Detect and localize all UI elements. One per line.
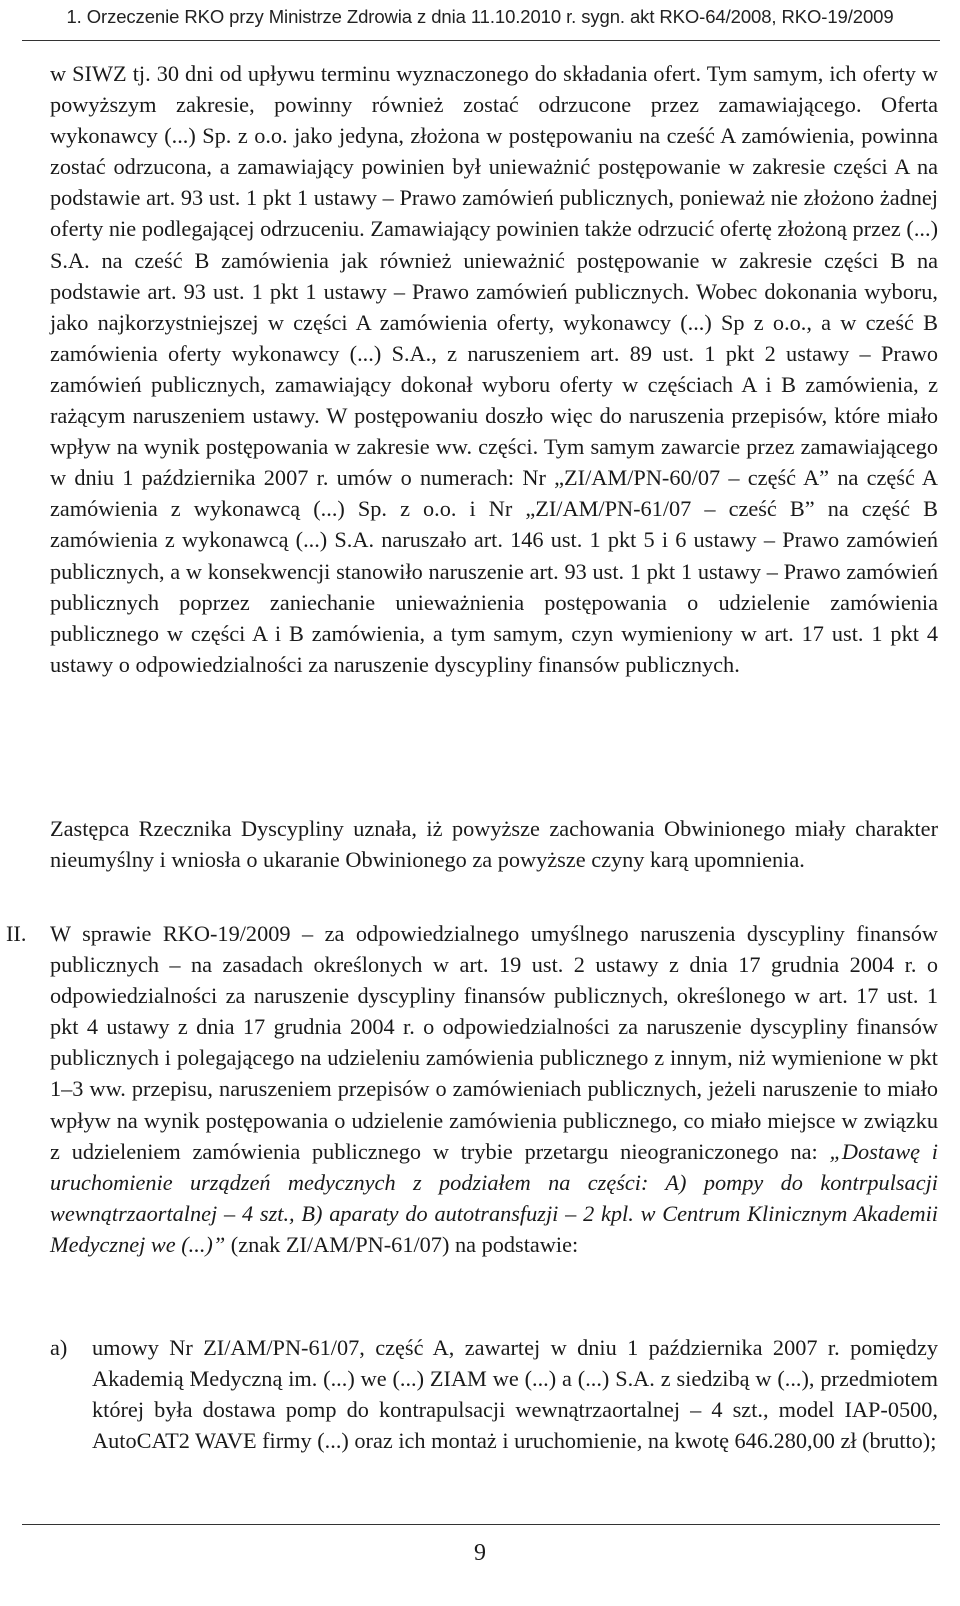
page-number: 9 — [474, 1540, 486, 1566]
paragraph-2: Zastępca Rzecznika Dyscypliny uznała, iż powyższe zachowania Obwinionego miały charakter nieumyślny i wniosła o ukaranie Obwinionego za powyższe czyny karą upomnienia. — [50, 816, 938, 873]
section-2-tender-title: „Dostawę i uruchomienie urządzeń medycznych z podziałem na części: A) pompy do kontrpulsacji wewnątrzaortalnej – 4 szt., B) aparaty do autotransfuzji – 2 kpl. w Centrum Klinicznym Akademii Medycznej we (...)” — [50, 1138, 938, 1257]
section-number: II. — [6, 921, 27, 946]
section-2-text-end: (znak ZI/AM/PN-61/07) na podstawie: — [225, 1231, 579, 1257]
footer-divider — [22, 1524, 940, 1525]
running-header: 1. Orzeczenie RKO przy Ministrze Zdrowia z dnia 11.10.2010 r. sygn. akt RKO-64/2008, RKO-19/2009 — [66, 6, 894, 27]
section-2-text: W sprawie RKO-19/2009 – za odpowiedzialnego umyślnego naruszenia dyscypliny finansów publicznych – na zasadach określonych w art. 19 ust. 2 ustawy z dnia 17 grudnia 2004 r. o odpowiedzialności za naruszenie dyscypliny finansów publicznych, określonego w art. 17 ust. 1 pkt 4 ustawy z dnia 17 grudnia 2004 r. o odpowiedzialności za naruszenie dyscypliny finansów publicznych i polegającego na udzieleniu zamówienia publicznego z innym, niż wymienione w pkt 1–3 ww. przepisu, naruszeniem przepisów o zamówieniach publicznych, jeżeli naruszenie to miało wpływ na wynik postępowania o udzielenie zamówienia publicznego, co miało miejsce w związku z udzieleniem zamówienia publicznego w trybie przetargu nieograniczonego na: — [50, 921, 938, 1164]
header-divider — [22, 40, 940, 41]
section-2-paragraph — [50, 918, 938, 1260]
list-item-label: a) — [50, 1335, 68, 1360]
paragraph-1: w SIWZ tj. 30 dni od upływu terminu wyznaczonego do składania ofert. Tym samym, ich oferty w powyższym zakresie, powinny również zostać odrzucone przez zamawiającego. Oferta wykonawcy (...) Sp. z o.o. jako jedyna, złożona w postępowaniu na cześć A zamówienia, powinna zostać odrzucona, a zamawiający powinien był unieważnić postępowanie w zakresie części A na podstawie art. 93 ust. 1 pkt 1 ustawy – Prawo zamówień publicznych, ponieważ nie złożono żadnej oferty nie podlegającej odrzuceniu. Zamawiający powinien także odrzucić ofertę złożoną przez (...) S.A. na cześć B zamówienia jak również unieważnić postępowanie w zakresie części B na podstawie art. 93 ust. 1 pkt 1 ustawy – Prawo zamówień publicznych. Wobec dokonania wyboru, jako najkorzystniejszej w części A zamówienia oferty, wykonawcy (...) Sp z o.o., a w cześć B zamówienia oferty wykonawcy (...) S.A., z naruszeniem art. 89 ust. 1 pkt 2 ustawy – Prawo zamówień publicznych, zamawiający dokonał wyboru oferty w częściach A i B zamówienia, z rażącym naruszeniem ustawy. W postępowaniu doszło więc do naruszenia przepisów, które miało wpływ na wynik postępowania w zakresie ww. części. Tym samym zawarcie przez zamawiającego w dniu 1 października 2007 r. umów o numerach: Nr „ZI/AM/PN-60/07 – część A” na część A zamówienia z wykonawcą (...) Sp. z o.o. i Nr „ZI/AM/PN-61/07 – cześć B” na część B zamówienia z wykonawcą (...) S.A. naruszało art. 146 ust. 1 pkt 5 i 6 ustawy – Prawo zamówień publicznych, a w konsekwencji stanowiło naruszenie art. 93 ust. 1 pkt 1 ustawy – Prawo zamówień publicznych poprzez zaniechanie unieważnienia postępowania o udzielenie zamówienia publicznego w części A i B zamówienia, a tym samym, czyn wymieniony w art. 17 ust. 1 pkt 4 ustawy o odpowiedzialności za naruszenie dyscypliny finansów publicznych. — [50, 61, 938, 677]
list-item-text: umowy Nr ZI/AM/PN-61/07, część A, zawartej w dniu 1 października 2007 r. pomiędzy Akademią Medyczną im. (...) we (...) ZIAM we (...) a (...) S.A. z siedzibą w (...), przedmiotem której była dostawa pomp do kontrapulsacji wewnątrzaortalnej – 4 szt., model IAP-0500, AutoCAT2 WAVE firmy (...) oraz ich montaż i uruchomienie, na kwotę 646.280,00 zł (brutto); — [92, 1335, 938, 1454]
